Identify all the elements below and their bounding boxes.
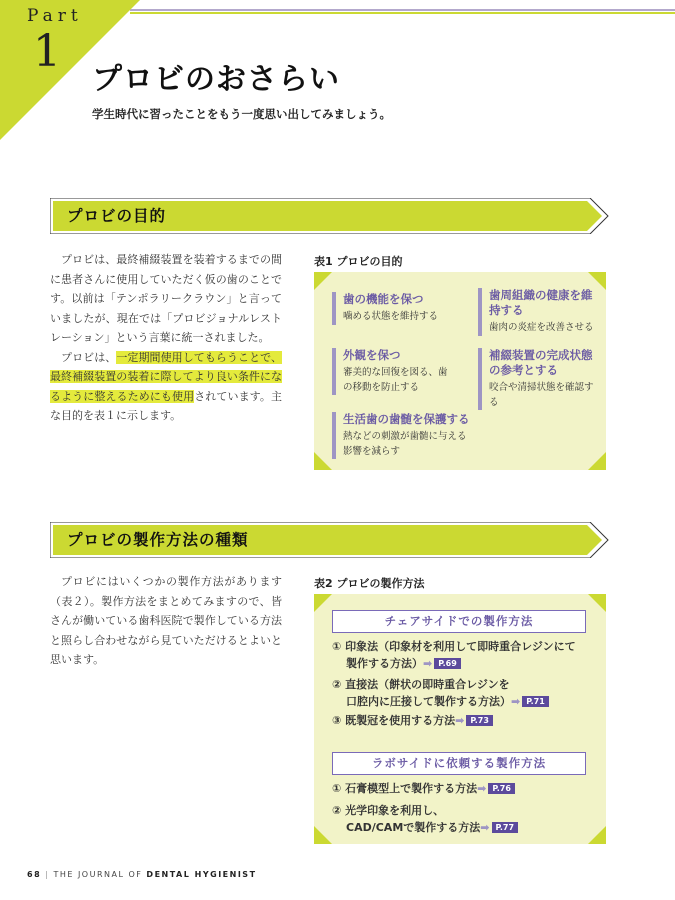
section2-body [50, 572, 282, 670]
table1-item: 外観を保つ 審美的な回復を図る、歯の移動を防止する [332, 348, 451, 395]
method-item: ③ 既製冠を使用する方法➡ P.73 [332, 712, 493, 729]
part-number: 1 [33, 26, 61, 77]
section-banner-purpose [50, 198, 610, 234]
page-ref-badge: P.77 [492, 822, 519, 833]
table2-caption: 表2 プロビの製作方法 [314, 577, 425, 590]
table1-item: 歯周組織の健康を維持する 歯肉の炎症を改善させる [478, 288, 597, 336]
part-label: Part [27, 6, 83, 26]
page-title: プロビのおさらい [92, 62, 340, 97]
arrow-right-icon: ➡ [455, 714, 465, 727]
paragraph: プロビは、最終補綴装置を装着するまでの間に患者さんに使用していただく仮の歯のことです。以前は「テンポラリークラウン」と言っていましたが、現在では「プロビジョナルレストレーション」という言葉に統一されました。 [50, 253, 282, 344]
group-heading-labside: ラボサイドに依頼する製作方法 [332, 752, 586, 775]
paragraph: プロビは、一定期間使用してもらうことで、最終補綴装置の装着に際してより良い条件になるように整えるためにも使用されています。主な目的を表１に示します。 [50, 350, 283, 422]
method-item: ② 直接法（餅状の即時重合レジンを 口腔内に圧接して製作する方法）➡ P.71 [332, 676, 549, 710]
journal-name-bold: DENTAL HYGIENIST [146, 870, 257, 879]
section-banner-methods [50, 522, 610, 558]
section1-body [50, 250, 282, 426]
table1-item: 補綴装置の完成状態の参考とする 咬合や清掃状態を確認する [478, 348, 597, 410]
method-item: ① 石膏模型上で製作する方法➡ P.76 [332, 780, 515, 797]
method-item: ② 光学印象を利用し、 CAD/CAMで製作する方法➡ P.77 [332, 802, 518, 836]
highlighted-text: 一定期間使用してもらうことで、最終補綴装置の装着に際してより良い条件になるように整えるためにも使用 [50, 350, 283, 403]
header-rule [130, 9, 675, 14]
method-item: ① 印象法（印象材を利用して即時重合レジンにて 製作する方法）➡ P.69 [332, 640, 576, 670]
paragraph: プロビにはいくつかの製作方法があります（表２）。製作方法をまとめてみますので、皆さんが働いている歯科医院で製作している方法と照らし合わせながら見ていただけるとよいと思います。 [50, 575, 282, 666]
table1-item: 生活歯の歯髄を保護する 熱などの刺激が歯髄に与える影響を減らす [332, 412, 473, 459]
journal-name-plain: THE JOURNAL OF [53, 870, 143, 879]
arrow-right-icon: ➡ [480, 821, 490, 834]
page-ref-badge: P.69 [434, 658, 461, 669]
page-ref-badge: P.73 [466, 715, 493, 726]
arrow-right-icon: ➡ [511, 695, 521, 708]
table1-panel [314, 272, 606, 470]
section-heading: プロビの目的 [67, 207, 167, 225]
table1-caption: 表1 プロビの目的 [314, 255, 403, 268]
table2-panel [314, 594, 606, 844]
page-footer: 68 | THE JOURNAL OF DENTAL HYGIENIST [27, 870, 257, 879]
page-ref-badge: P.71 [522, 696, 549, 707]
arrow-right-icon: ➡ [423, 657, 433, 670]
table1-item: 歯の機能を保つ 噛める状態を維持する [332, 292, 463, 325]
page-number: 68 [27, 870, 42, 879]
page-ref-badge: P.76 [488, 783, 515, 794]
section-heading: プロビの製作方法の種類 [67, 531, 249, 549]
group-heading-chairside: チェアサイドでの製作方法 [332, 610, 586, 633]
page-subtitle: 学生時代に習ったことをもう一度思い出してみましょう。 [92, 107, 391, 121]
arrow-right-icon: ➡ [477, 782, 487, 795]
